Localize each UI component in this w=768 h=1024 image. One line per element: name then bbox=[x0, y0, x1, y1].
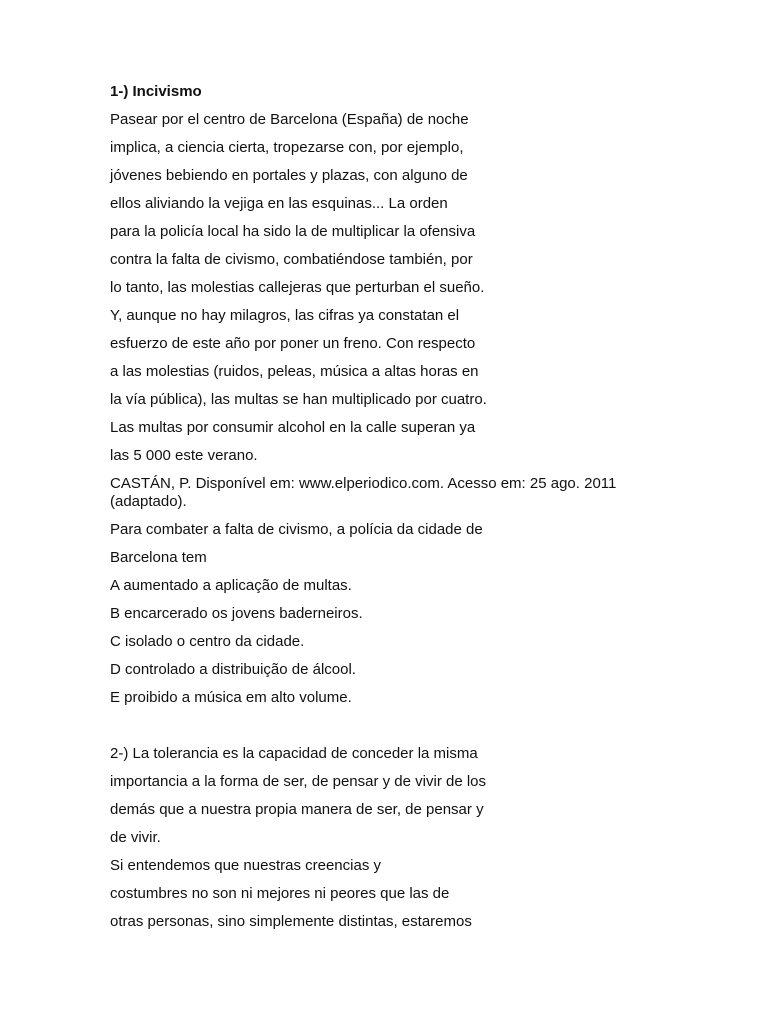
q1-text-line: la vía pública), las multas se han multiplicado por cuatro. bbox=[110, 391, 487, 408]
question-stem-line: Barcelona tem bbox=[110, 549, 207, 566]
q2-text-line: importancia a la forma de ser, de pensar y de vivir de los bbox=[110, 773, 487, 790]
q2-text-line: costumbres no son ni mejores ni peores que las de bbox=[110, 885, 450, 902]
document-content bbox=[110, 83, 650, 941]
q2-text-line: otras personas, sino simplemente distintas, estaremos bbox=[110, 913, 472, 930]
answer-option-a: A aumentado a aplicação de multas. bbox=[110, 577, 352, 594]
q2-text-line: de vivir. bbox=[110, 829, 161, 846]
q1-text-line: jóvenes bebiendo en portales y plazas, con alguno de bbox=[110, 167, 468, 184]
q1-text-line: para la policía local ha sido la de multiplicar la ofensiva bbox=[110, 223, 476, 240]
q1-text-line: ellos aliviando la vejiga en las esquinas... La orden bbox=[110, 195, 448, 212]
q1-text-line: Y, aunque no hay milagros, las cifras ya constatan el bbox=[110, 307, 460, 324]
q1-text-line: las 5 000 este verano. bbox=[110, 447, 258, 464]
q1-text-line: Pasear por el centro de Barcelona (España) de noche bbox=[110, 111, 469, 128]
answer-option-e: E proibido a música em alto volume. bbox=[110, 689, 352, 706]
question-stem-line: Para combater a falta de civismo, a polícia da cidade de bbox=[110, 521, 483, 538]
citation: CASTÁN, P. Disponível em: www.elperiodico.com. Acesso em: 25 ago. 2011 (adaptado). bbox=[110, 475, 617, 510]
q2-text-line: 2-) La tolerancia es la capacidad de conceder la misma bbox=[110, 745, 478, 762]
answer-option-d: D controlado a distribuição de álcool. bbox=[110, 661, 356, 678]
q1-text-line: Las multas por consumir alcohol en la calle superan ya bbox=[110, 419, 476, 436]
q1-text-line: contra la falta de civismo, combatiéndose también, por bbox=[110, 251, 473, 268]
q1-text-line: a las molestias (ruidos, peleas, música a altas horas en bbox=[110, 363, 479, 380]
q1-text-line: esfuerzo de este año por poner un freno. Con respecto bbox=[110, 335, 476, 352]
question-1-title: 1-) Incivismo bbox=[110, 83, 202, 100]
q2-text-line: Si entendemos que nuestras creencias y bbox=[110, 857, 381, 874]
q1-text-line: implica, a ciencia cierta, tropezarse con, por ejemplo, bbox=[110, 139, 464, 156]
answer-option-b: B encarcerado os jovens baderneiros. bbox=[110, 605, 363, 622]
answer-option-c: C isolado o centro da cidade. bbox=[110, 633, 305, 650]
q1-text-line: lo tanto, las molestias callejeras que perturban el sueño. bbox=[110, 279, 485, 296]
section-spacer bbox=[110, 717, 650, 745]
q2-text-line: demás que a nuestra propia manera de ser, de pensar y bbox=[110, 801, 484, 818]
